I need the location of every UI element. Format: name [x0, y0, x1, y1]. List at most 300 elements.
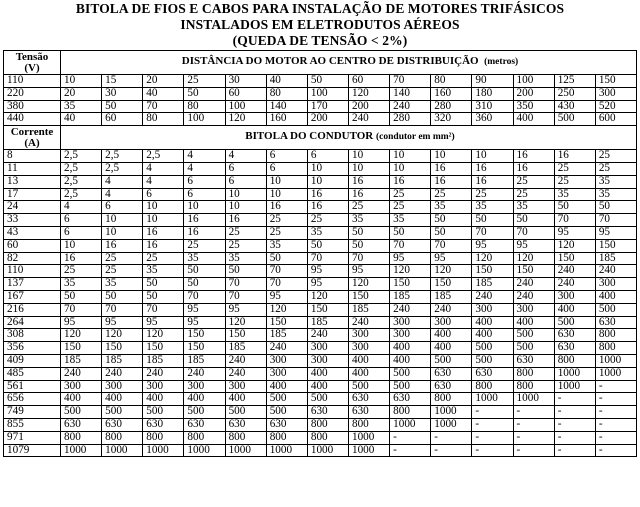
gauge-cell: 35: [595, 188, 636, 201]
gauge-cell: 70: [390, 239, 431, 252]
gauge-cell: 240: [61, 367, 102, 380]
distance-cell: 60: [225, 87, 266, 100]
gauge-cell: 400: [390, 342, 431, 355]
gauge-cell: 6: [184, 175, 225, 188]
current-cell: 656: [4, 393, 61, 406]
distance-cell: 35: [61, 100, 102, 113]
gauge-cell: 300: [513, 303, 554, 316]
gauge-cell: 35: [102, 278, 143, 291]
gauge-cell: 16: [431, 162, 472, 175]
gauge-cell: 16: [225, 214, 266, 227]
table-row: [4, 316, 637, 329]
distance-row: [4, 100, 637, 113]
gauge-cell: -: [472, 418, 513, 431]
gauge-cell: 16: [390, 175, 431, 188]
gauge-cell: 120: [390, 265, 431, 278]
table-row: [4, 418, 637, 431]
table-row: [4, 214, 637, 227]
gauge-cell: 70: [554, 214, 595, 227]
gauge-cell: 800: [472, 380, 513, 393]
gauge-cell: 150: [102, 342, 143, 355]
gauge-cell: 300: [61, 380, 102, 393]
gauge-cell: 240: [348, 316, 389, 329]
gauge-cell: 630: [554, 329, 595, 342]
distance-cell: 50: [102, 100, 143, 113]
gauge-cell: 630: [266, 418, 307, 431]
distance-cell: 20: [143, 75, 184, 88]
gauge-cell: 240: [513, 278, 554, 291]
table-row: [4, 239, 637, 252]
gauge-cell: -: [390, 431, 431, 444]
gauge-cell: 35: [61, 278, 102, 291]
gauge-cell: 800: [307, 431, 348, 444]
gauge-cell: 95: [348, 265, 389, 278]
current-cell: 264: [4, 316, 61, 329]
gauge-cell: 185: [595, 252, 636, 265]
gauge-cell: 1000: [595, 354, 636, 367]
gauge-cell: 16: [184, 214, 225, 227]
table-row: [4, 226, 637, 239]
distance-cell: 140: [266, 100, 307, 113]
gauge-cell: -: [513, 444, 554, 457]
distance-cell: 250: [554, 87, 595, 100]
table-row: [4, 303, 637, 316]
gauge-cell: 16: [61, 252, 102, 265]
gauge-cell: 240: [266, 342, 307, 355]
gauge-cell: 1000: [307, 444, 348, 457]
gauge-cell: 400: [307, 367, 348, 380]
gauge-cell: 185: [225, 342, 266, 355]
gauge-cell: 300: [143, 380, 184, 393]
gauge-cell: 120: [61, 329, 102, 342]
table-row: [4, 431, 637, 444]
gauge-cell: 500: [472, 342, 513, 355]
gauge-cell: 10: [390, 150, 431, 163]
distance-row: [4, 113, 637, 126]
gauge-cell: 10: [390, 162, 431, 175]
current-cell: 43: [4, 226, 61, 239]
distance-cell: 100: [513, 75, 554, 88]
gauge-cell: 500: [184, 406, 225, 419]
gauge-cell: 50: [102, 290, 143, 303]
gauge-cell: 240: [225, 367, 266, 380]
gauge-cell: 800: [307, 418, 348, 431]
gauge-cell: 240: [472, 290, 513, 303]
gauge-cell: 500: [143, 406, 184, 419]
current-cell: 561: [4, 380, 61, 393]
table-row: [4, 290, 637, 303]
gauge-cell: 400: [184, 393, 225, 406]
gauge-cell: 70: [143, 303, 184, 316]
gauge-cell: 185: [307, 316, 348, 329]
gauge-cell: 35: [225, 252, 266, 265]
gauge-cell: 300: [266, 354, 307, 367]
current-cell: 485: [4, 367, 61, 380]
gauge-cell: 800: [513, 367, 554, 380]
gauge-cell: 300: [102, 380, 143, 393]
gauge-cell: 50: [390, 226, 431, 239]
gauge-cell: 1000: [348, 431, 389, 444]
gauge-cell: 35: [266, 239, 307, 252]
gauge-cell: 1000: [431, 406, 472, 419]
gauge-cell: 300: [554, 290, 595, 303]
gauge-cell: 630: [184, 418, 225, 431]
gauge-cell: 630: [307, 406, 348, 419]
gauge-cell: 70: [513, 226, 554, 239]
distance-cell: 30: [102, 87, 143, 100]
gauge-cell: 6: [143, 188, 184, 201]
distance-cell: 400: [513, 113, 554, 126]
distance-cell: 200: [513, 87, 554, 100]
gauge-cell: 240: [102, 367, 143, 380]
table-row: [4, 393, 637, 406]
distance-cell: 15: [102, 75, 143, 88]
gauge-cell: 25: [143, 252, 184, 265]
gauge-cell: 1000: [102, 444, 143, 457]
distance-cell: 430: [554, 100, 595, 113]
distance-cell: 160: [266, 113, 307, 126]
current-cell: 167: [4, 290, 61, 303]
gauge-cell: 95: [102, 316, 143, 329]
gauge-cell: 150: [184, 329, 225, 342]
gauge-cell: 16: [513, 162, 554, 175]
gauge-cell: 300: [390, 316, 431, 329]
wire-gauge-table: [3, 50, 637, 457]
gauge-cell: 35: [307, 226, 348, 239]
gauge-cell: 1000: [513, 393, 554, 406]
gauge-cell: 50: [431, 214, 472, 227]
current-cell: 356: [4, 342, 61, 355]
gauge-cell: 120: [431, 265, 472, 278]
gauge-cell: 95: [472, 239, 513, 252]
gauge-cell: 95: [307, 278, 348, 291]
tensao-label-line2: (V): [24, 61, 40, 74]
gauge-cell: 25: [390, 188, 431, 201]
gauge-cell: 16: [348, 188, 389, 201]
gauge-cell: 240: [554, 265, 595, 278]
gauge-cell: 800: [61, 431, 102, 444]
distance-cell: 40: [266, 75, 307, 88]
gauge-cell: 400: [472, 316, 513, 329]
current-cell: 110: [4, 265, 61, 278]
gauge-cell: 25: [225, 226, 266, 239]
gauge-cell: -: [513, 431, 554, 444]
gauge-cell: 500: [554, 316, 595, 329]
distance-cell: 600: [595, 113, 636, 126]
gauge-cell: 2,5: [61, 162, 102, 175]
distance-cell: 360: [472, 113, 513, 126]
gauge-cell: 630: [348, 406, 389, 419]
gauge-cell: 10: [307, 162, 348, 175]
gauge-cell: 50: [348, 239, 389, 252]
gauge-cell: 50: [513, 214, 554, 227]
current-cell: 137: [4, 278, 61, 291]
gauge-cell: 95: [513, 239, 554, 252]
gauge-cell: 25: [513, 188, 554, 201]
gauge-cell: 400: [348, 354, 389, 367]
gauge-cell: 630: [102, 418, 143, 431]
gauge-cell: 4: [61, 201, 102, 214]
voltage-cell: 110: [4, 75, 61, 88]
gauge-cell: 800: [513, 380, 554, 393]
corrente-label-line1: Corrente: [10, 125, 54, 138]
gauge-cell: 120: [513, 252, 554, 265]
gauge-cell: 500: [307, 393, 348, 406]
current-cell: 11: [4, 162, 61, 175]
gauge-cell: 300: [595, 278, 636, 291]
gauge-cell: 240: [595, 265, 636, 278]
table-row: [4, 354, 637, 367]
gauge-cell: 800: [595, 329, 636, 342]
gauge-cell: -: [431, 431, 472, 444]
gauge-cell: 500: [102, 406, 143, 419]
gauge-cell: 16: [102, 239, 143, 252]
current-cell: 8: [4, 150, 61, 163]
table-row: [4, 175, 637, 188]
distance-cell: 350: [513, 100, 554, 113]
gauge-cell: 300: [431, 316, 472, 329]
gauge-cell: 25: [513, 175, 554, 188]
gauge-cell: 240: [307, 329, 348, 342]
distance-cell: 160: [431, 87, 472, 100]
corrente-label-line2: (A): [24, 136, 40, 149]
gauge-cell: 1000: [143, 444, 184, 457]
gauge-cell: 240: [184, 367, 225, 380]
gauge-cell: 1000: [348, 444, 389, 457]
gauge-cell: 25: [225, 239, 266, 252]
gauge-cell: 300: [266, 367, 307, 380]
corrente-header-row: [4, 126, 637, 150]
current-cell: 855: [4, 418, 61, 431]
gauge-cell: 70: [225, 290, 266, 303]
distance-cell: 170: [307, 100, 348, 113]
gauge-cell: -: [513, 406, 554, 419]
gauge-cell: 500: [513, 342, 554, 355]
gauge-cell: 400: [431, 329, 472, 342]
gauge-cell: 1000: [184, 444, 225, 457]
distance-cell: 20: [61, 87, 102, 100]
gauge-cell: 6: [184, 188, 225, 201]
gauge-cell: 400: [390, 354, 431, 367]
gauge-cell: 400: [513, 316, 554, 329]
gauge-cell: 6: [102, 201, 143, 214]
current-cell: 749: [4, 406, 61, 419]
gauge-cell: 95: [184, 316, 225, 329]
distance-cell: 60: [348, 75, 389, 88]
gauge-cell: 50: [184, 265, 225, 278]
distance-cell: 310: [472, 100, 513, 113]
gauge-cell: 6: [225, 175, 266, 188]
gauge-cell: 95: [390, 252, 431, 265]
gauge-cell: 150: [225, 329, 266, 342]
gauge-cell: 1000: [390, 418, 431, 431]
gauge-cell: 16: [143, 239, 184, 252]
table-row: [4, 188, 637, 201]
gauge-cell: 35: [184, 252, 225, 265]
gauge-cell: 150: [431, 278, 472, 291]
distance-cell: 180: [472, 87, 513, 100]
gauge-cell: 25: [102, 252, 143, 265]
distance-cell: 140: [390, 87, 431, 100]
gauge-cell: 500: [390, 380, 431, 393]
gauge-cell: 185: [431, 290, 472, 303]
gauge-cell: 185: [266, 329, 307, 342]
gauge-cell: 400: [143, 393, 184, 406]
gauge-cell: 630: [431, 367, 472, 380]
gauge-cell: 25: [472, 188, 513, 201]
distance-cell: 520: [595, 100, 636, 113]
table-row: [4, 278, 637, 291]
gauge-cell: 800: [431, 393, 472, 406]
distance-cell: 50: [184, 87, 225, 100]
gauge-cell: -: [595, 431, 636, 444]
gauge-cell: 300: [390, 329, 431, 342]
gauge-cell: 500: [61, 406, 102, 419]
table-body: [4, 51, 637, 457]
table-row: [4, 367, 637, 380]
table-row: [4, 444, 637, 457]
gauge-cell: -: [554, 393, 595, 406]
gauge-cell: 500: [266, 406, 307, 419]
gauge-cell: 2,5: [61, 175, 102, 188]
gauge-cell: 95: [143, 316, 184, 329]
gauge-cell: 6: [266, 150, 307, 163]
gauge-cell: -: [472, 406, 513, 419]
gauge-cell: 2,5: [102, 162, 143, 175]
gauge-cell: 240: [431, 303, 472, 316]
gauge-cell: 150: [143, 342, 184, 355]
gauge-cell: 1000: [554, 367, 595, 380]
table-row: [4, 162, 637, 175]
gauge-cell: 95: [554, 226, 595, 239]
gauge-cell: 630: [225, 418, 266, 431]
gauge-cell: 150: [184, 342, 225, 355]
gauge-cell: 1000: [225, 444, 266, 457]
corrente-label: [4, 126, 61, 150]
gauge-cell: 95: [61, 316, 102, 329]
gauge-cell: -: [595, 444, 636, 457]
gauge-cell: 10: [102, 214, 143, 227]
gauge-cell: 400: [348, 367, 389, 380]
gauge-cell: 150: [266, 316, 307, 329]
gauge-cell: 150: [595, 239, 636, 252]
gauge-cell: 50: [595, 201, 636, 214]
gauge-cell: 630: [348, 393, 389, 406]
gauge-cell: 1000: [595, 367, 636, 380]
gauge-cell: 2,5: [61, 150, 102, 163]
gauge-cell: 400: [102, 393, 143, 406]
gauge-cell: 6: [61, 214, 102, 227]
gauge-cell: 25: [554, 175, 595, 188]
tensao-label: [4, 51, 61, 75]
gauge-cell: 120: [266, 303, 307, 316]
gauge-cell: 4: [225, 150, 266, 163]
gauge-cell: -: [431, 444, 472, 457]
current-cell: 1079: [4, 444, 61, 457]
gauge-cell: -: [595, 380, 636, 393]
gauge-cell: 25: [595, 150, 636, 163]
table-row: [4, 201, 637, 214]
gauge-cell: 630: [61, 418, 102, 431]
gauge-cell: 70: [266, 278, 307, 291]
gauge-cell: 16: [513, 150, 554, 163]
gauge-cell: -: [595, 406, 636, 419]
table-row: [4, 150, 637, 163]
table-row: [4, 252, 637, 265]
gauge-cell: 500: [225, 406, 266, 419]
gauge-cell: 16: [266, 201, 307, 214]
gauge-cell: 10: [61, 239, 102, 252]
gauge-cell: 4: [102, 188, 143, 201]
gauge-cell: 4: [143, 162, 184, 175]
distance-cell: 40: [61, 113, 102, 126]
gauge-cell: 70: [184, 290, 225, 303]
gauge-cell: 4: [102, 175, 143, 188]
gauge-cell: 35: [595, 175, 636, 188]
distance-cell: 25: [184, 75, 225, 88]
current-cell: 409: [4, 354, 61, 367]
distance-cell: 120: [225, 113, 266, 126]
gauge-cell: 500: [431, 354, 472, 367]
gauge-cell: 800: [390, 406, 431, 419]
distance-cell: 280: [390, 113, 431, 126]
gauge-cell: 70: [348, 252, 389, 265]
gauge-cell: 400: [554, 303, 595, 316]
gauge-cell: 50: [61, 290, 102, 303]
gauge-cell: 4: [184, 162, 225, 175]
gauge-cell: 25: [431, 188, 472, 201]
table-row: [4, 406, 637, 419]
gauge-cell: 70: [266, 265, 307, 278]
gauge-header-main: BITOLA DO CONDUTOR: [245, 130, 374, 143]
gauge-cell: 10: [266, 175, 307, 188]
gauge-cell: 120: [143, 329, 184, 342]
gauge-cell: 10: [348, 150, 389, 163]
gauge-cell: 25: [307, 214, 348, 227]
gauge-cell: 25: [61, 265, 102, 278]
gauge-cell: 6: [225, 162, 266, 175]
gauge-cell: 150: [348, 290, 389, 303]
gauge-cell: 16: [431, 175, 472, 188]
gauge-cell: 95: [266, 290, 307, 303]
title-line-2: INSTALADOS EM ELETRODUTOS AÉREOS: [180, 17, 460, 32]
gauge-cell: 300: [348, 342, 389, 355]
title-line-1: BITOLA DE FIOS E CABOS PARA INSTALAÇÃO DE MOTORES TRIFÁSICOS: [75, 1, 565, 16]
gauge-cell: 95: [431, 252, 472, 265]
distance-cell: 300: [595, 87, 636, 100]
table-title: [0, 1, 640, 48]
gauge-cell: 630: [513, 354, 554, 367]
table-row: [4, 329, 637, 342]
gauge-cell: 400: [595, 290, 636, 303]
gauge-cell: -: [554, 418, 595, 431]
gauge-cell: 10: [225, 188, 266, 201]
gauge-cell: 10: [431, 150, 472, 163]
gauge-cell: 4: [143, 175, 184, 188]
gauge-cell: 630: [431, 380, 472, 393]
gauge-cell: 16: [472, 175, 513, 188]
gauge-cell: 10: [184, 201, 225, 214]
distance-cell: 240: [390, 100, 431, 113]
gauge-cell: 150: [513, 265, 554, 278]
gauge-cell: 50: [266, 252, 307, 265]
distance-cell: 500: [554, 113, 595, 126]
voltage-cell: 220: [4, 87, 61, 100]
gauge-cell: 400: [61, 393, 102, 406]
gauge-cell: 185: [184, 354, 225, 367]
gauge-cell: -: [595, 418, 636, 431]
gauge-cell: 16: [472, 162, 513, 175]
